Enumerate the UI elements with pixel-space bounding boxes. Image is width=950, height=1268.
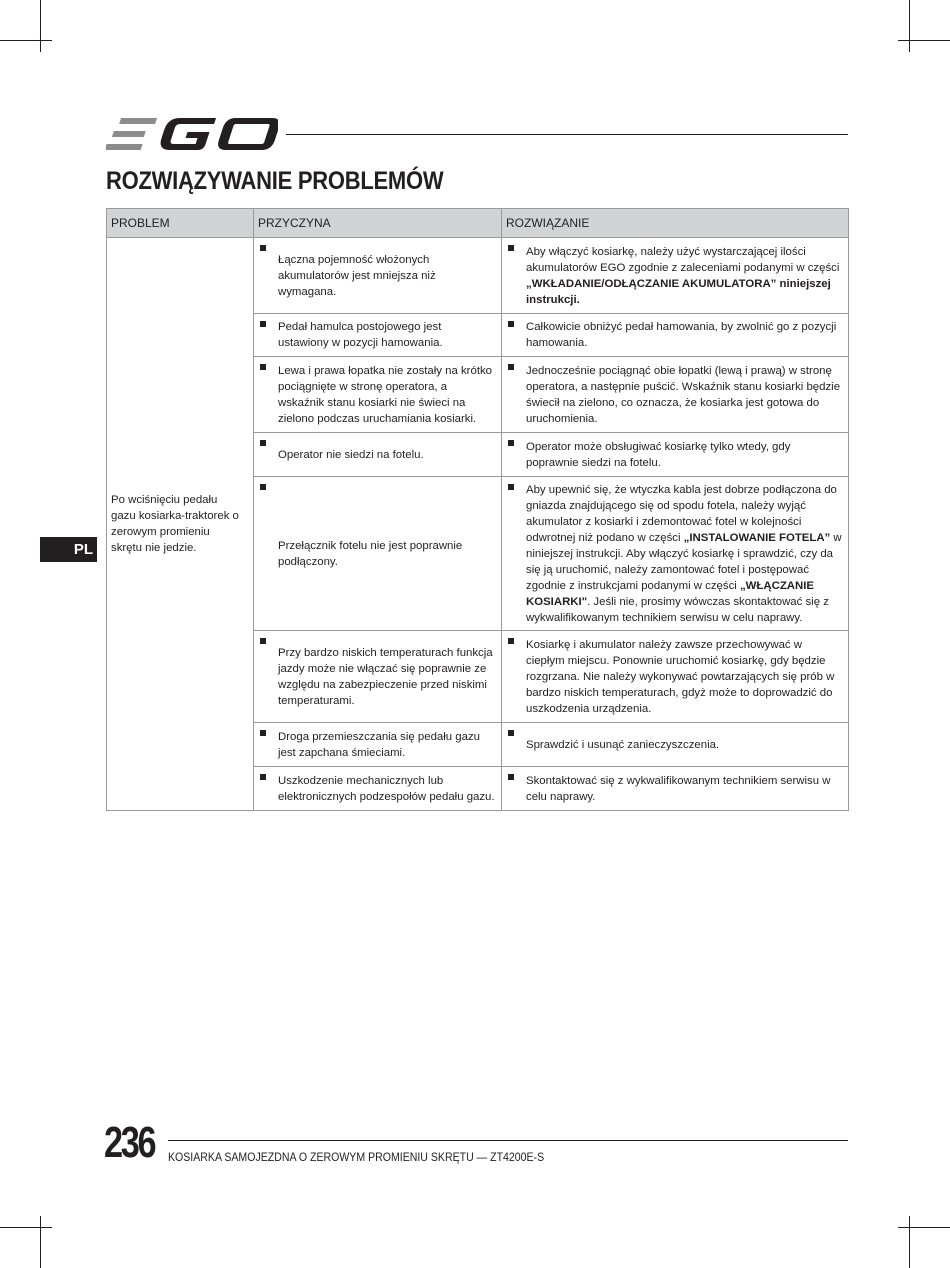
bullet-icon [260, 440, 266, 446]
solution-cell [502, 314, 849, 357]
problem-cell [107, 238, 254, 811]
crop-mark [40, 0, 41, 52]
solution-bold-text: „WŁĄCZANIE KOSIARKI" [526, 579, 815, 608]
troubleshooting-table [106, 208, 849, 811]
logo-stripe [106, 144, 143, 150]
cause-cell [254, 357, 502, 433]
solution-bold-text: „WKŁADANIE/ODŁĄCZANIE AKUMULATORA” niniejszej instrukcji. [526, 277, 831, 306]
crop-mark [909, 1216, 910, 1268]
logo-letter-g [158, 118, 216, 150]
bullet-icon [260, 730, 266, 736]
crop-mark [909, 0, 910, 52]
logo-stripe [119, 118, 157, 124]
language-tab: PL [40, 537, 97, 562]
header-rule [286, 134, 848, 135]
crop-mark [40, 1216, 41, 1268]
solution-text: Kosiarkę i akumulator należy zawsze przechowywać w ciepłym miejscu. Ponownie uruchomić kosiarkę, gdy będzie rozgrzana. Nie należy wykonywać powtarzających się prób w bardzo niskich temperaturach, gdyż może to doprowadzić do uszkodzenia urządzenia. [526, 638, 835, 715]
solution-text: Jednocześnie pociągnąć obie łopatki (lewą i prawą) w stronę operatora, a następnie puścić. Wskaźnik stanu kosiarki będzie świecił na zielono, co oznacza, że kosiarka jest gotowa do uruchomienia. [526, 364, 841, 425]
cause-text: Pedał hamulca postojowego jest ustawiony w pozycji hamowania. [278, 321, 443, 349]
cause-text: Lewa i prawa łopatka nie zostały na krótko pociągnięte w stronę operatora, a wskaźnik stanu kosiarki nie świeci na zielono podczas uruchamiania kosiarki. [278, 364, 493, 425]
cause-cell [254, 477, 502, 631]
problem-text: Po wciśnięciu pedału gazu kosiarka-traktorek o zerowym promieniu skrętu nie jedzie. [111, 494, 239, 554]
logo-stripe [112, 131, 146, 137]
ego-logo [106, 112, 278, 156]
solution-text: w niniejszej instrukcji. Aby włączyć kosiarkę i sprawdzić, czy da się ją uruchomić, należy zamontować fotel i postępować zgodnie z instrukcjami podanymi w części [526, 531, 842, 592]
solution-cell [502, 631, 849, 723]
bullet-icon [508, 321, 514, 327]
footer-rule [168, 1140, 848, 1141]
column-header-solution: ROZWIĄZANIE [502, 209, 849, 238]
solution-text: Całkowicie obniżyć pedał hamowania, by zwolnić go z pozycji hamowania. [526, 321, 837, 349]
solution-text: Aby włączyć kosiarkę, należy użyć wystarczającej ilości akumulatorów EGO zgodnie z zaleceniami podanymi w części [526, 245, 840, 274]
table-row [107, 238, 849, 314]
solution-bold-text: „INSTALOWANIE FOTELA” [683, 531, 831, 544]
bullet-icon [508, 440, 514, 446]
solution-cell [502, 723, 849, 767]
crop-mark [0, 1227, 52, 1228]
cause-cell [254, 631, 502, 723]
column-header-cause: PRZYCZYNA [254, 209, 502, 238]
cause-text: Przełącznik fotelu nie jest poprawnie podłączony. [278, 539, 463, 568]
page-number: 236 [104, 1118, 155, 1167]
cause-text: Droga przemieszczania się pedału gazu jest zapchana śmieciami. [278, 730, 480, 759]
bullet-icon [508, 484, 514, 490]
cause-text: Łączna pojemność włożonych akumulatorów jest mniejsza niż wymagana. [278, 253, 436, 298]
bullet-icon [260, 321, 266, 327]
table-header-row [107, 209, 849, 238]
bullet-icon [260, 638, 266, 644]
solution-cell [502, 767, 849, 811]
bullet-icon [260, 774, 266, 780]
crop-mark [0, 40, 52, 41]
solution-text: Sprawdzić i usunąć zanieczyszczenia. [526, 738, 720, 751]
solution-cell [502, 477, 849, 631]
solution-text: . Jeśli nie, prosimy wówczas skontaktować się z wykwalifikowanym technikiem serwisu w celu naprawy. [526, 595, 829, 624]
cause-cell [254, 314, 502, 357]
bullet-icon [260, 245, 266, 251]
crop-mark [898, 40, 950, 41]
bullet-icon [260, 364, 266, 370]
solution-cell [502, 238, 849, 314]
solution-text: Operator może obsługiwać kosiarkę tylko wtedy, gdy poprawnie siedzi na fotelu. [526, 440, 791, 469]
footer-text: KOSIARKA SAMOJEZDNA O ZEROWYM PROMIENIU SKRĘTU — ZT4200E-S [168, 1150, 545, 1164]
logo-letter-o [216, 118, 278, 150]
page-title: ROZWIĄZYWANIE PROBLEMÓW [106, 167, 444, 195]
cause-text: Operator nie siedzi na fotelu. [278, 448, 424, 461]
solution-cell [502, 357, 849, 433]
crop-mark [898, 1227, 950, 1228]
bullet-icon [508, 638, 514, 644]
bullet-icon [508, 774, 514, 780]
cause-text: Uszkodzenie mechanicznych lub elektronicznych podzespołów pedału gazu. [278, 774, 495, 803]
bullet-icon [508, 364, 514, 370]
solution-cell [502, 433, 849, 477]
cause-cell [254, 238, 502, 314]
solution-text: Aby upewnić się, że wtyczka kabla jest dobrze podłączona do gniazda znajdującego się od spodu fotela, należy wyjąć akumulator z kosiarki i zdemontować fotel w kolejności odwrotnej niż podano w części [526, 483, 837, 544]
cause-cell [254, 723, 502, 767]
cause-text: Przy bardzo niskich temperaturach funkcja jazdy może nie włączać się poprawnie ze względu na zabezpieczenie przed niskimi temperaturami. [278, 646, 493, 707]
bullet-icon [260, 484, 266, 490]
cause-cell [254, 433, 502, 477]
column-header-problem: PROBLEM [107, 209, 254, 238]
solution-text: Skontaktować się z wykwalifikowanym technikiem serwisu w celu naprawy. [526, 774, 831, 803]
bullet-icon [508, 245, 514, 251]
bullet-icon [508, 730, 514, 736]
cause-cell [254, 767, 502, 811]
